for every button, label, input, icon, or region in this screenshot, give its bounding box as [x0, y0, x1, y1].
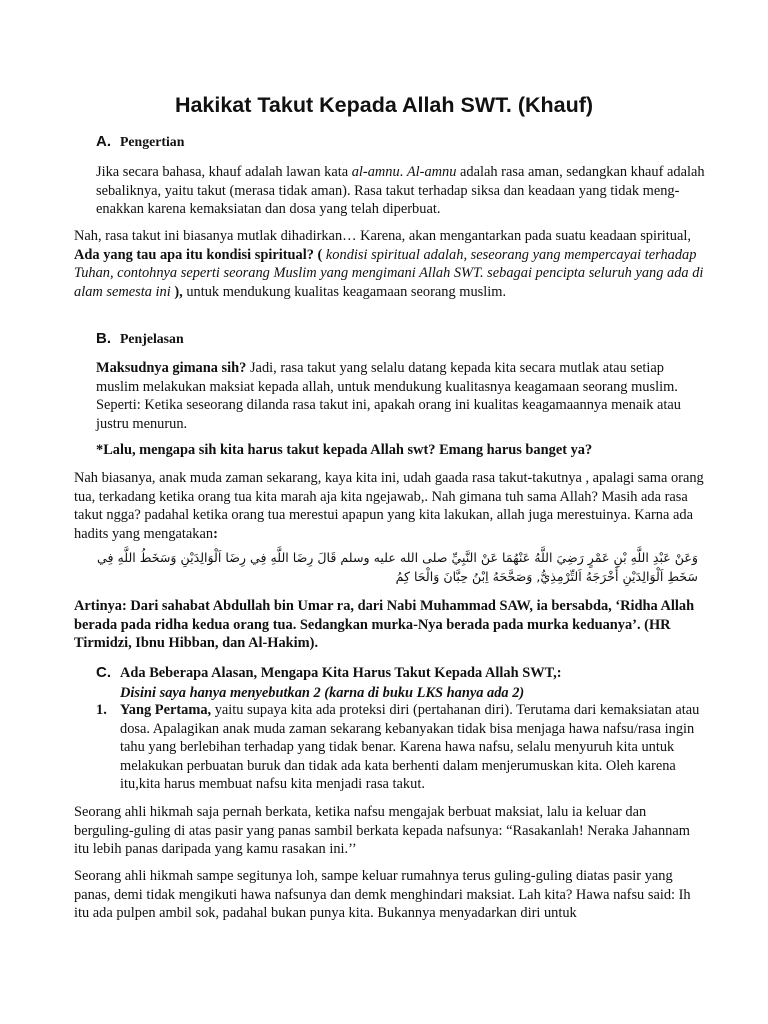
text-run: . [399, 164, 407, 180]
section-b-paragraph-2 [74, 469, 704, 543]
section-c-subheading: Disini saya hanya menyebutkan 2 (karna di buku LKS hanya ada 2) [120, 685, 525, 701]
list-item-text [120, 701, 706, 794]
lead-bold: Maksudnya gimana sih? [96, 360, 247, 376]
text-run: Nah, rasa takut ini biasanya mutlak dihadirkan… Karena, akan mengantarkan pada suatu keadaan spiritual, [74, 228, 691, 244]
section-a-letter: A. [96, 133, 111, 150]
section-b-heading [96, 330, 716, 349]
section-c-heading [96, 664, 716, 683]
section-a-paragraph-1 [96, 163, 706, 219]
document-title: Hakikat Takut Kepada Allah SWT. (Khauf) [174, 93, 594, 117]
text-run: Jadi, rasa takut yang selalu datang kepada kita secara mutlak atau setiap muslim melakukan maksiat kepada allah, untuk mendukung kualitasnya keagamaan seorang muslim. Seperti: Ketika seseorang dilanda rasa takut ini, apakah orang ini kualitas keagamaannya menaik atau justru menurun. [96, 360, 681, 432]
text-run-bold: : [213, 525, 218, 542]
term-al-amnu: al-amnu [351, 164, 400, 180]
section-b-paragraph-1 [96, 359, 706, 433]
question-bold: Ada yang tau apa itu kondisi spiritual? ( [74, 246, 326, 263]
text-run: Nah biasanya, anak muda zaman sekarang, kaya kita ini, udah gaada rasa takut-takutnya , apalagi sama orang tua, terkadang ketika orang tua kita marah aja kita ngejawab,. Nah gimana tuh sama Allah? Masih ada rasa takut ngga? padahal ketika orang tua merestui apapun yang kita lakukan, allah juga merestuinya. Karna ada hadits yang mengatakan [74, 470, 704, 542]
hadith-arabic: وَعَنْ عَبْدِ اللَّهِ بْنِ عَمْرٍ رَضِيَ اللَّهُ عَنْهُمَا عَنْ النَّبِيِّ صلى الله عليه وسلم قَالَ رِضَا اللَّهِ فِي رِضَا اَلْوَالِدَيْنِ وَسَخَطُ اللَّهِ فِي سَخَطِ اَلْوَالِدَيْنِ أَخْرَجَهُ اَلتِّرْمِذِيُّ, وَصَحَّحَهُ اِبْنُ حِبَّانَ وَالْحَا كِمُ [97, 550, 698, 584]
section-c-letter: C. [96, 664, 111, 681]
section-c-paragraph-2: Seorang ahli hikmah sampe segitunya loh, sampe keluar rumahnya terus guling-guling diatas pasir yang panas, demi tidak mengikuti hawa nafsunya dan demk menghindari maksiat. Lah kita? Hawa nafsu said: Ih itu ada pulpen ambil sok, padahal bukan punya kita. Bukannya menyadarkan diri untuk [74, 868, 691, 922]
section-a-paragraph-2 [74, 227, 704, 301]
text-run: Jika secara bahasa, khauf adalah lawan kata [96, 164, 352, 180]
text-run: untuk mendukung kualitas keagamaan seorang muslim. [182, 283, 507, 300]
text-run-bold: ), [174, 283, 183, 300]
section-a-title: Pengertian [120, 134, 185, 149]
list-number: 1. [96, 702, 107, 718]
section-c-title: Ada Beberapa Alasan, Mengapa Kita Harus Takut Kepada Allah SWT,: [120, 665, 562, 681]
lead-bold: Yang Pertama, [120, 702, 212, 718]
text-run: adalah rasa aman, sedangkan khauf adalah sebaliknya, yaitu takut (merasa tidak aman). Rasa takut terhadap siksa dan keadaan yang tidak meng-enakkan karena kemaksiatan dan dosa yang telah diperbuat. [96, 164, 705, 218]
text-run: yaitu supaya kita ada proteksi diri (pertahanan diri). Terutama dari kemaksiatan atau dosa. Apalagikan anak muda zaman sekarang kebanyakan tidak bisa menjaga hawa nafsu/rasa ingin tahu yang berlebihan terhadap yang tidak benar. Karena hawa nafsu, selalu menyuruh kita untuk melakukan perbuatan buruk dan tidak ada kata berhenti dalam menjerumuskan kita. Oleh karena itu,kita harus membuat nafsu kita menjadi rasa takut. [120, 702, 700, 793]
hadith-translation: Artinya: Dari sahabat Abdullah bin Umar ra, dari Nabi Muhammad SAW, ia bersabda, ‘Ridha Allah berada pada ridha kedua orang tua. Sedangkan murka-Nya berada pada murka keduanya’. (HR Tirmidzi, Ibnu Hibban, dan Al-Hakim). [74, 598, 695, 652]
section-a-heading [96, 133, 716, 152]
section-b-letter: B. [96, 330, 111, 347]
section-b-title: Penjelasan [120, 331, 184, 346]
section-b-question: *Lalu, mengapa sih kita harus takut kepada Allah swt? Emang harus banget ya? [96, 442, 593, 458]
section-c-paragraph-1: Seorang ahli hikmah saja pernah berkata, ketika nafsu mengajak berbuat maksiat, lalu ia keluar dan berguling-guling di atas pasir yang panas sambil berkata kepada nafsunya: “Rasakanlah! Neraka Jahannam itu lebih panas daripada yang kamu rasakan ini.’’ [74, 804, 690, 858]
definition-italic: kondisi spiritual adalah, seseorang yang mempercayai terhadap Tuhan, contohnya seperti seorang Muslim yang mengimani Allah SWT. sebagai pencipta seluruh yang ada di alam semesta ini [74, 246, 704, 300]
list-item [96, 701, 706, 794]
term-al-amnu-2: Al-amnu [406, 164, 457, 180]
